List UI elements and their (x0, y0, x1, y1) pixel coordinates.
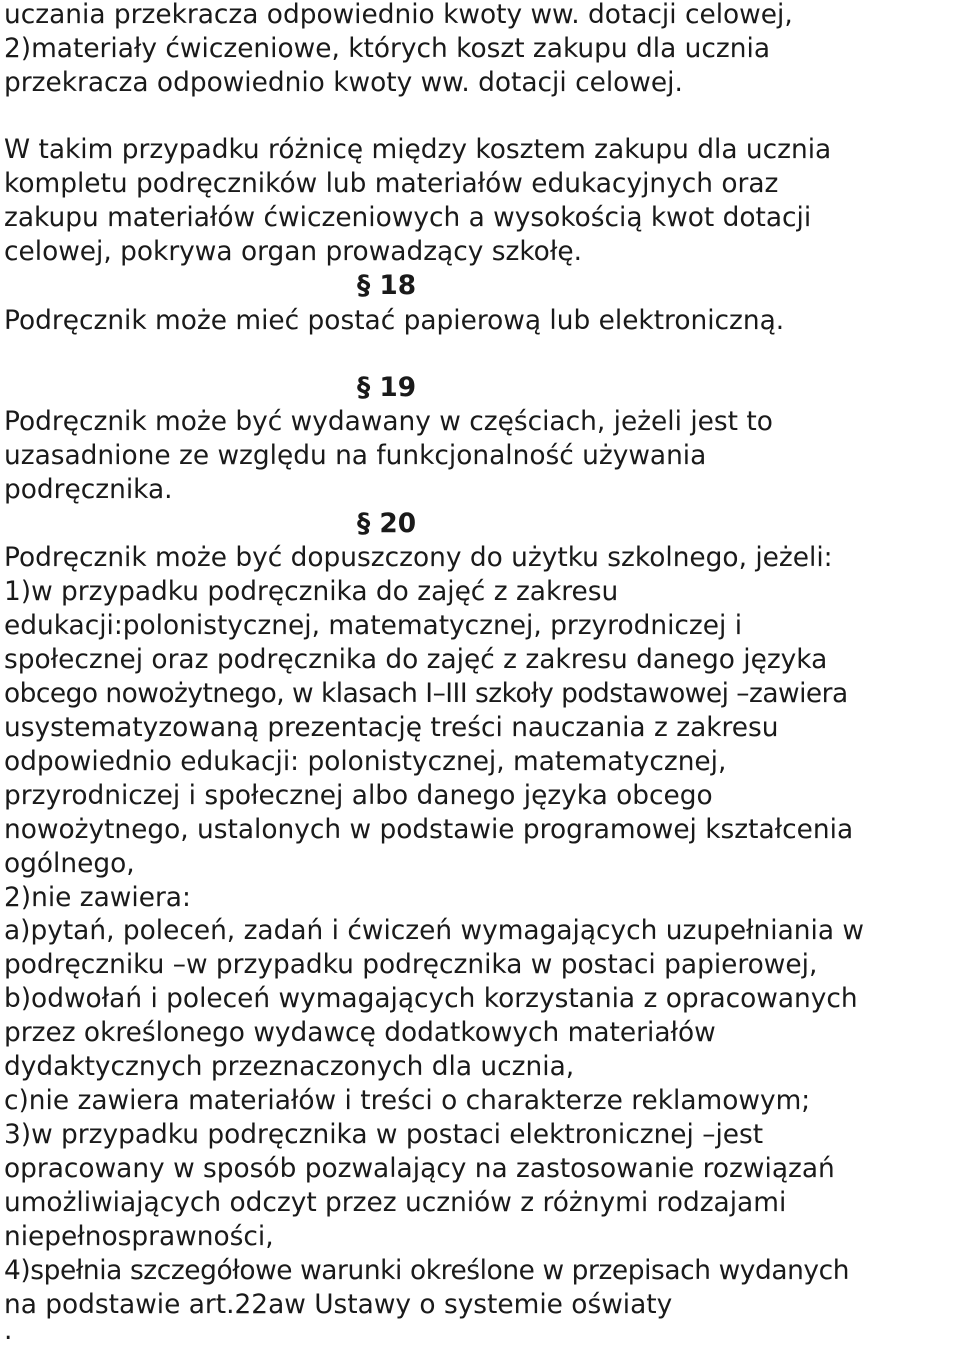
text-line: c)nie zawiera materiałów i treści o charakterze reklamowym; (4, 1085, 811, 1116)
text-line: podręcznika. (4, 474, 173, 505)
text-line: przez określonego wydawcę dodatkowych materiałów (4, 1017, 716, 1048)
text-line: 2)materiały ćwiczeniowe, których koszt zakupu dla ucznia (4, 33, 770, 64)
text-line: nowożytnego, ustalonych w podstawie programowej kształcenia (4, 814, 854, 845)
text-line: na podstawie art.22aw Ustawy o systemie oświaty (4, 1289, 673, 1320)
text-line: . (4, 1315, 13, 1346)
text-line: uczania przekracza odpowiednio kwoty ww. dotacji celowej, (4, 0, 793, 30)
section-18-heading: § 18 (357, 270, 417, 301)
text-line: opracowany w sposób pozwalający na zastosowanie rozwiązań (4, 1153, 835, 1184)
text-line: celowej, pokrywa organ prowadzący szkołę. (4, 236, 582, 267)
text-line: a)pytań, poleceń, zadań i ćwiczeń wymagających uzupełniania w (4, 915, 864, 946)
text-line: 1)w przypadku podręcznika do zajęć z zakresu (4, 576, 619, 607)
text-line: uzasadnione ze względu na funkcjonalność używania (4, 440, 707, 471)
text-line: umożliwiających odczyt przez uczniów z różnymi rodzajami (4, 1187, 787, 1218)
text-line: zakupu materiałów ćwiczeniowych a wysokością kwot dotacji (4, 202, 812, 233)
text-line: kompletu podręczników lub materiałów edukacyjnych oraz (4, 168, 779, 199)
text-line: 2)nie zawiera: (4, 882, 191, 913)
text-line: społecznej oraz podręcznika do zajęć z zakresu danego języka (4, 644, 828, 675)
text-line: przekracza odpowiednio kwoty ww. dotacji celowej. (4, 67, 683, 98)
text-line: edukacji:polonistycznej, matematycznej, przyrodniczej i (4, 610, 743, 641)
text-line: obcego nowożytnego, w klasach I–III szkoły podstawowej –zawiera (4, 678, 848, 709)
text-line: odpowiednio edukacji: polonistycznej, matematycznej, (4, 746, 727, 777)
text-line: przyrodniczej i społecznej albo danego języka obcego (4, 780, 713, 811)
section-19-heading: § 19 (357, 372, 417, 403)
text-line: dydaktycznych przeznaczonych dla ucznia, (4, 1051, 575, 1082)
text-line: niepełnosprawności, (4, 1221, 274, 1252)
text-line: b)odwołań i poleceń wymagających korzystania z opracowanych (4, 983, 858, 1014)
text-line: Podręcznik może być dopuszczony do użytku szkolnego, jeżeli: (4, 542, 833, 573)
text-line: Podręcznik może być wydawany w częściach, jeżeli jest to (4, 406, 773, 437)
text-line: 4)spełnia szczegółowe warunki określone w przepisach wydanych (4, 1255, 850, 1286)
text-line: usystematyzowaną prezentację treści nauczania z zakresu (4, 712, 779, 743)
text-line: W takim przypadku różnicę między kosztem zakupu dla ucznia (4, 134, 832, 165)
text-line: 3)w przypadku podręcznika w postaci elektronicznej –jest (4, 1119, 764, 1150)
text-line: podręczniku –w przypadku podręcznika w postaci papierowej, (4, 949, 818, 980)
text-line: Podręcznik może mieć postać papierową lub elektroniczną. (4, 305, 785, 336)
text-line: ogólnego, (4, 848, 135, 879)
section-20-heading: § 20 (357, 508, 417, 539)
